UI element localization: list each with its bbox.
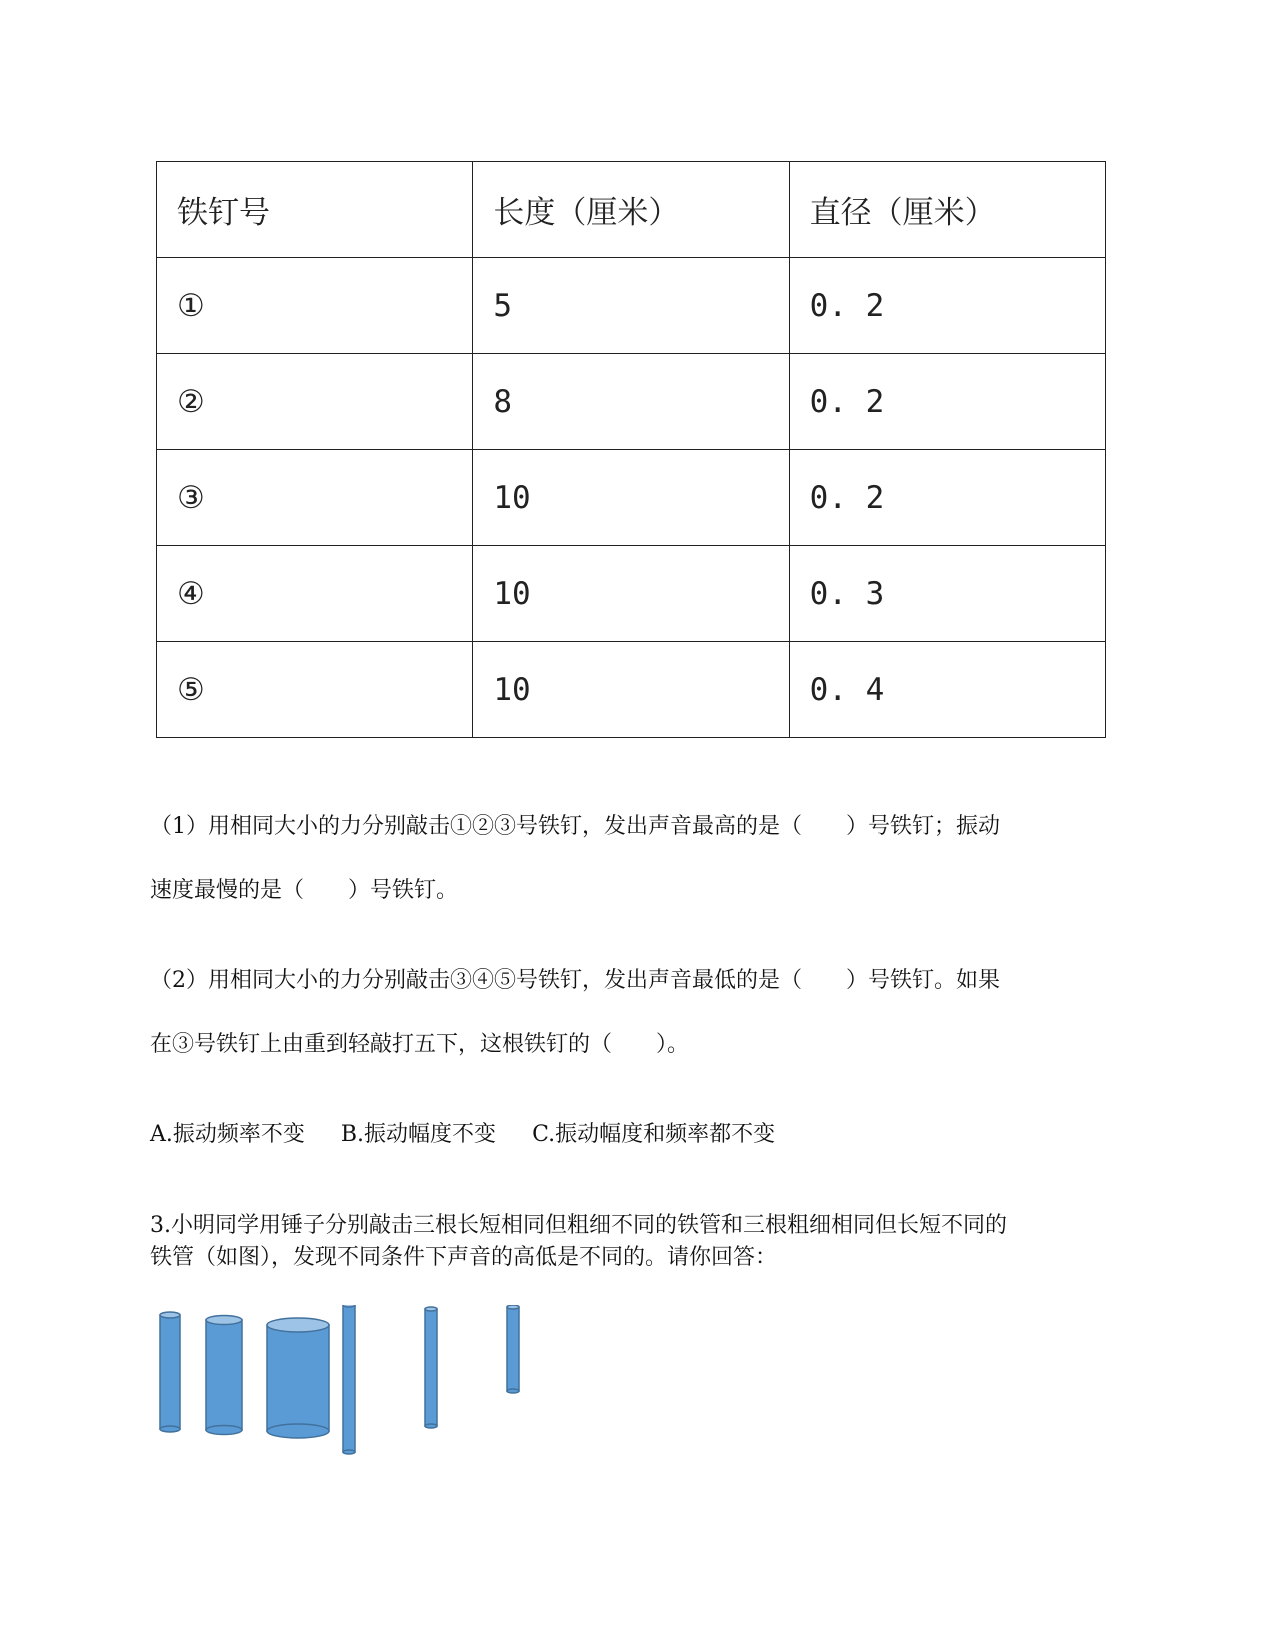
question-2-line-2: 在③号铁钉上由重到轻敲打五下，这根铁钉的（ ）。 — [150, 1032, 690, 1057]
diameter-cell: 0. 2 — [789, 258, 1105, 354]
header-nail-number: 铁钉号 — [157, 162, 473, 258]
nail-number-cell: ④ — [157, 546, 473, 642]
option-a: A.振动频率不变 — [150, 1122, 305, 1147]
question-2-line-1: （2）用相同大小的力分别敲击③④⑤号铁钉，发出声音最低的是（ ）号铁钉。如果 — [150, 968, 1000, 993]
middle-length-pipe — [425, 1307, 437, 1428]
table-header-row — [157, 162, 1106, 258]
question-1-line-2: 速度最慢的是（ ）号铁钉。 — [150, 878, 459, 903]
option-b: B.振动幅度不变 — [340, 1122, 497, 1147]
medium-pipe — [206, 1316, 242, 1435]
table-row — [157, 258, 1106, 354]
length-cell: 10 — [473, 546, 789, 642]
question-3-line-1: 3.小明同学用锤子分别敲击三根长短相同但粗细不同的铁管和三根粗细相同但长短不同的 — [150, 1213, 1007, 1238]
diameter-cell: 0. 2 — [789, 450, 1105, 546]
short-pipe — [507, 1305, 519, 1393]
length-cell: 10 — [473, 642, 789, 738]
diameter-cell: 0. 4 — [789, 642, 1105, 738]
table-row — [157, 642, 1106, 738]
nail-number-cell: ① — [157, 258, 473, 354]
thick-pipe — [267, 1318, 329, 1438]
nail-number-cell: ② — [157, 354, 473, 450]
table-row — [157, 450, 1106, 546]
diameter-cell: 0. 3 — [789, 546, 1105, 642]
nail-table — [156, 161, 1106, 738]
header-length: 长度（厘米） — [473, 162, 789, 258]
table-row — [157, 546, 1106, 642]
header-diameter: 直径（厘米） — [789, 162, 1105, 258]
long-pipe — [343, 1305, 355, 1454]
diameter-cell: 0. 2 — [789, 354, 1105, 450]
answer-options — [150, 1120, 775, 1150]
pipes-figure — [150, 1305, 550, 1475]
thin-pipe — [160, 1312, 180, 1432]
length-cell: 8 — [473, 354, 789, 450]
length-cell: 10 — [473, 450, 789, 546]
table-row — [157, 354, 1106, 450]
option-c: C.振动幅度和频率都不变 — [532, 1122, 776, 1147]
nail-number-cell: ③ — [157, 450, 473, 546]
question-1-line-1: （1）用相同大小的力分别敲击①②③号铁钉，发出声音最高的是（ ）号铁钉；振动 — [150, 814, 1000, 839]
length-cell: 5 — [473, 258, 789, 354]
question-3-line-2: 铁管（如图），发现不同条件下声音的高低是不同的。请你回答： — [150, 1245, 778, 1270]
nail-number-cell: ⑤ — [157, 642, 473, 738]
